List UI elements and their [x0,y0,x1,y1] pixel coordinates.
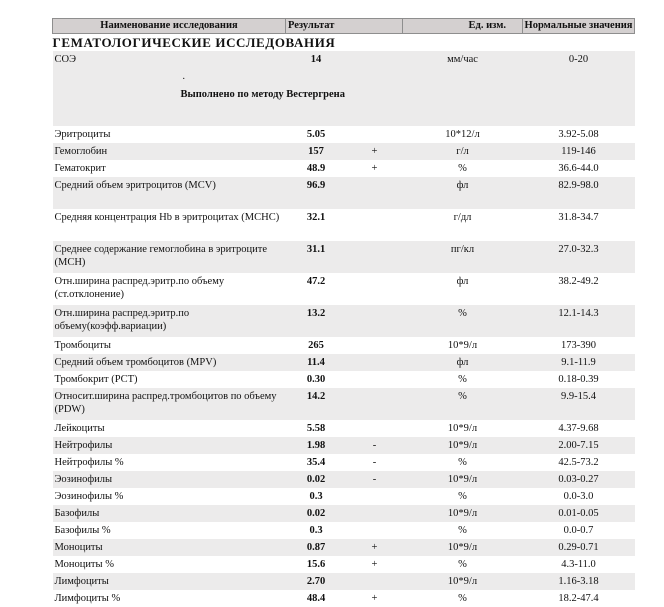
test-flag [347,354,403,371]
test-flag: + [371,559,378,570]
test-flag [347,488,403,505]
test-flag [347,573,403,590]
test-unit: фл [403,354,523,371]
test-norm: 0.01-0.05 [523,505,635,522]
test-flag [347,126,403,143]
header-result: Результат [286,19,403,34]
test-flag [347,241,403,273]
header-normal-values: Нормальные значения [523,19,635,34]
test-unit: % [458,457,467,468]
test-norm: 4.3-11.0 [561,559,596,570]
test-norm: 4.37-9.68 [558,423,599,434]
table-row [53,209,635,241]
test-norm: 0-20 [523,51,635,68]
header-unit: Ед. изм. [403,19,523,34]
test-norm: 1.16-3.18 [523,573,635,590]
test-name: Моноциты [53,539,286,556]
table-row [53,556,635,573]
test-norm: 0.29-0.71 [523,539,635,556]
test-unit: 10*9/л [447,340,478,351]
test-name: Моноциты % [54,559,114,570]
test-unit: % [458,491,467,502]
test-result: 0.87 [286,539,347,556]
test-result: 5.05 [306,129,326,140]
test-result: 13.2 [286,305,347,337]
table-row [53,573,635,590]
test-result: 0.3 [309,525,323,536]
test-unit: фл [456,276,469,287]
test-name: Эозинофилы [53,471,286,488]
test-name: Гемоглобин [53,143,286,160]
section-row [53,34,635,52]
test-result: 14.2 [286,388,347,420]
table-row [53,437,635,454]
table-row [53,454,635,471]
test-flag: + [347,143,403,160]
test-flag [347,505,403,522]
test-result: 0.30 [306,374,326,385]
lab-report [52,18,634,607]
test-result: 47.2 [306,276,326,287]
test-name: Отн.ширина распред.эритр.по объему (ст.отклонение) [54,276,225,300]
table-row [53,126,635,143]
test-norm: 2.00-7.15 [523,437,635,454]
table-row [53,354,635,371]
test-norm: 0.18-0.39 [558,374,599,385]
test-unit: пг/кл [403,241,523,273]
test-norm: 0.0-0.7 [563,525,594,536]
test-flag [347,273,403,305]
test-flag: + [371,593,378,604]
test-name: Базофилы [53,505,286,522]
test-unit: % [458,593,467,604]
results-table [52,18,635,607]
test-result: 11.4 [286,354,347,371]
test-norm: 119-146 [523,143,635,160]
test-name: Относит.ширина распред.тромбоцитов по объему (PDW) [53,388,286,420]
test-unit: мм/час [403,51,523,68]
test-name: Тромбоциты [54,340,111,351]
test-flag [347,337,403,354]
test-result: 5.58 [306,423,326,434]
test-unit: фл [403,177,523,209]
test-result: 32.1 [306,212,326,223]
test-flag [347,420,403,437]
table-row [53,177,635,209]
test-norm: 82.9-98.0 [523,177,635,209]
table-row [53,305,635,337]
test-unit: % [458,163,467,174]
header-test-name: Наименование исследования [53,19,286,34]
test-name: Лейкоциты [54,423,105,434]
method-note: Выполнено по методу Вестергрена [180,89,345,100]
test-flag [347,388,403,420]
test-flag: + [347,539,403,556]
test-norm: 36.6-44.0 [558,163,599,174]
table-row [53,241,635,273]
test-result: 35.4 [306,457,326,468]
test-result: 48.4 [306,593,326,604]
test-name: Тромбокрит (PCT) [54,374,138,385]
test-flag: - [347,437,403,454]
test-name: Лимфоциты [53,573,286,590]
table-row [53,488,635,505]
test-result: 96.9 [286,177,347,209]
test-name: Эозинофилы % [54,491,124,502]
test-norm: 27.0-32.3 [523,241,635,273]
test-result: 48.9 [306,163,326,174]
test-flag [347,51,403,68]
test-unit: % [458,559,467,570]
table-row [53,539,635,556]
table-row [53,420,635,437]
test-flag: - [372,457,377,468]
test-unit: 10*9/л [447,423,478,434]
test-name: Эритроциты [54,129,111,140]
test-flag: - [347,471,403,488]
test-flag: + [371,163,378,174]
test-unit: 10*9/л [403,437,523,454]
test-name: Базофилы % [54,525,111,536]
test-name: Отн.ширина распред.эритр.по объему(коэфф.вариации) [53,305,286,337]
test-name: Нейтрофилы % [54,457,124,468]
table-row [53,590,635,607]
test-unit: г/дл [453,212,472,223]
test-flag [347,177,403,209]
test-unit: % [458,525,467,536]
test-name: Лимфоциты % [54,593,121,604]
table-header [53,19,635,34]
test-name: Средний объем тромбоцитов (MPV) [53,354,286,371]
test-norm: 18.2-47.4 [558,593,599,604]
section-title: ГЕМАТОЛОГИЧЕСКИЕ ИССЛЕДОВАНИЯ [52,35,336,50]
test-result: 0.02 [286,471,347,488]
test-name: Нейтрофилы [53,437,286,454]
test-norm: 31.8-34.7 [558,212,599,223]
test-result: 0.02 [286,505,347,522]
test-result: 1.98 [286,437,347,454]
table-row [53,471,635,488]
table-row [53,522,635,539]
test-name: Средний объем эритроцитов (MCV) [53,177,286,209]
test-norm: 9.9-15.4 [523,388,635,420]
test-unit: % [403,305,523,337]
test-result: 265 [308,340,324,351]
test-result: 14 [286,51,347,68]
test-flag [347,522,403,539]
test-name: Среднее содержание гемоглобина в эритроците (MCH) [53,241,286,273]
table-row [53,337,635,354]
table-row [53,371,635,388]
test-unit: 10*12/л [445,129,480,140]
test-result: 157 [286,143,347,160]
table-row [53,273,635,305]
table-row [53,505,635,522]
test-flag [347,305,403,337]
test-unit: % [458,374,467,385]
test-norm: 9.1-11.9 [523,354,635,371]
test-result: 0.3 [309,491,323,502]
test-name: СОЭ [53,51,286,68]
method-dot: . [182,71,185,82]
test-norm: 0.03-0.27 [523,471,635,488]
test-norm: 173-390 [561,340,597,351]
test-unit: % [403,388,523,420]
test-result: 15.6 [306,559,326,570]
table-row [53,388,635,420]
test-result: 2.70 [286,573,347,590]
table-row-esr [53,51,635,68]
test-unit: г/л [403,143,523,160]
test-norm: 12.1-14.3 [523,305,635,337]
test-unit: 10*9/л [403,471,523,488]
test-norm: 38.2-49.2 [558,276,599,287]
table-row [53,160,635,177]
test-norm: 42.5-73.2 [558,457,599,468]
test-unit: 10*9/л [403,539,523,556]
test-norm: 0.0-3.0 [563,491,594,502]
table-row [53,143,635,160]
test-norm: 3.92-5.08 [558,129,599,140]
test-unit: 10*9/л [403,573,523,590]
test-name: Средняя концентрация Hb в эритроцитах (MCHC) [54,212,280,223]
test-name: Гематокрит [54,163,106,174]
test-unit: 10*9/л [403,505,523,522]
test-flag [347,209,403,241]
test-flag [347,371,403,388]
method-note-row [53,68,635,126]
test-result: 31.1 [286,241,347,273]
